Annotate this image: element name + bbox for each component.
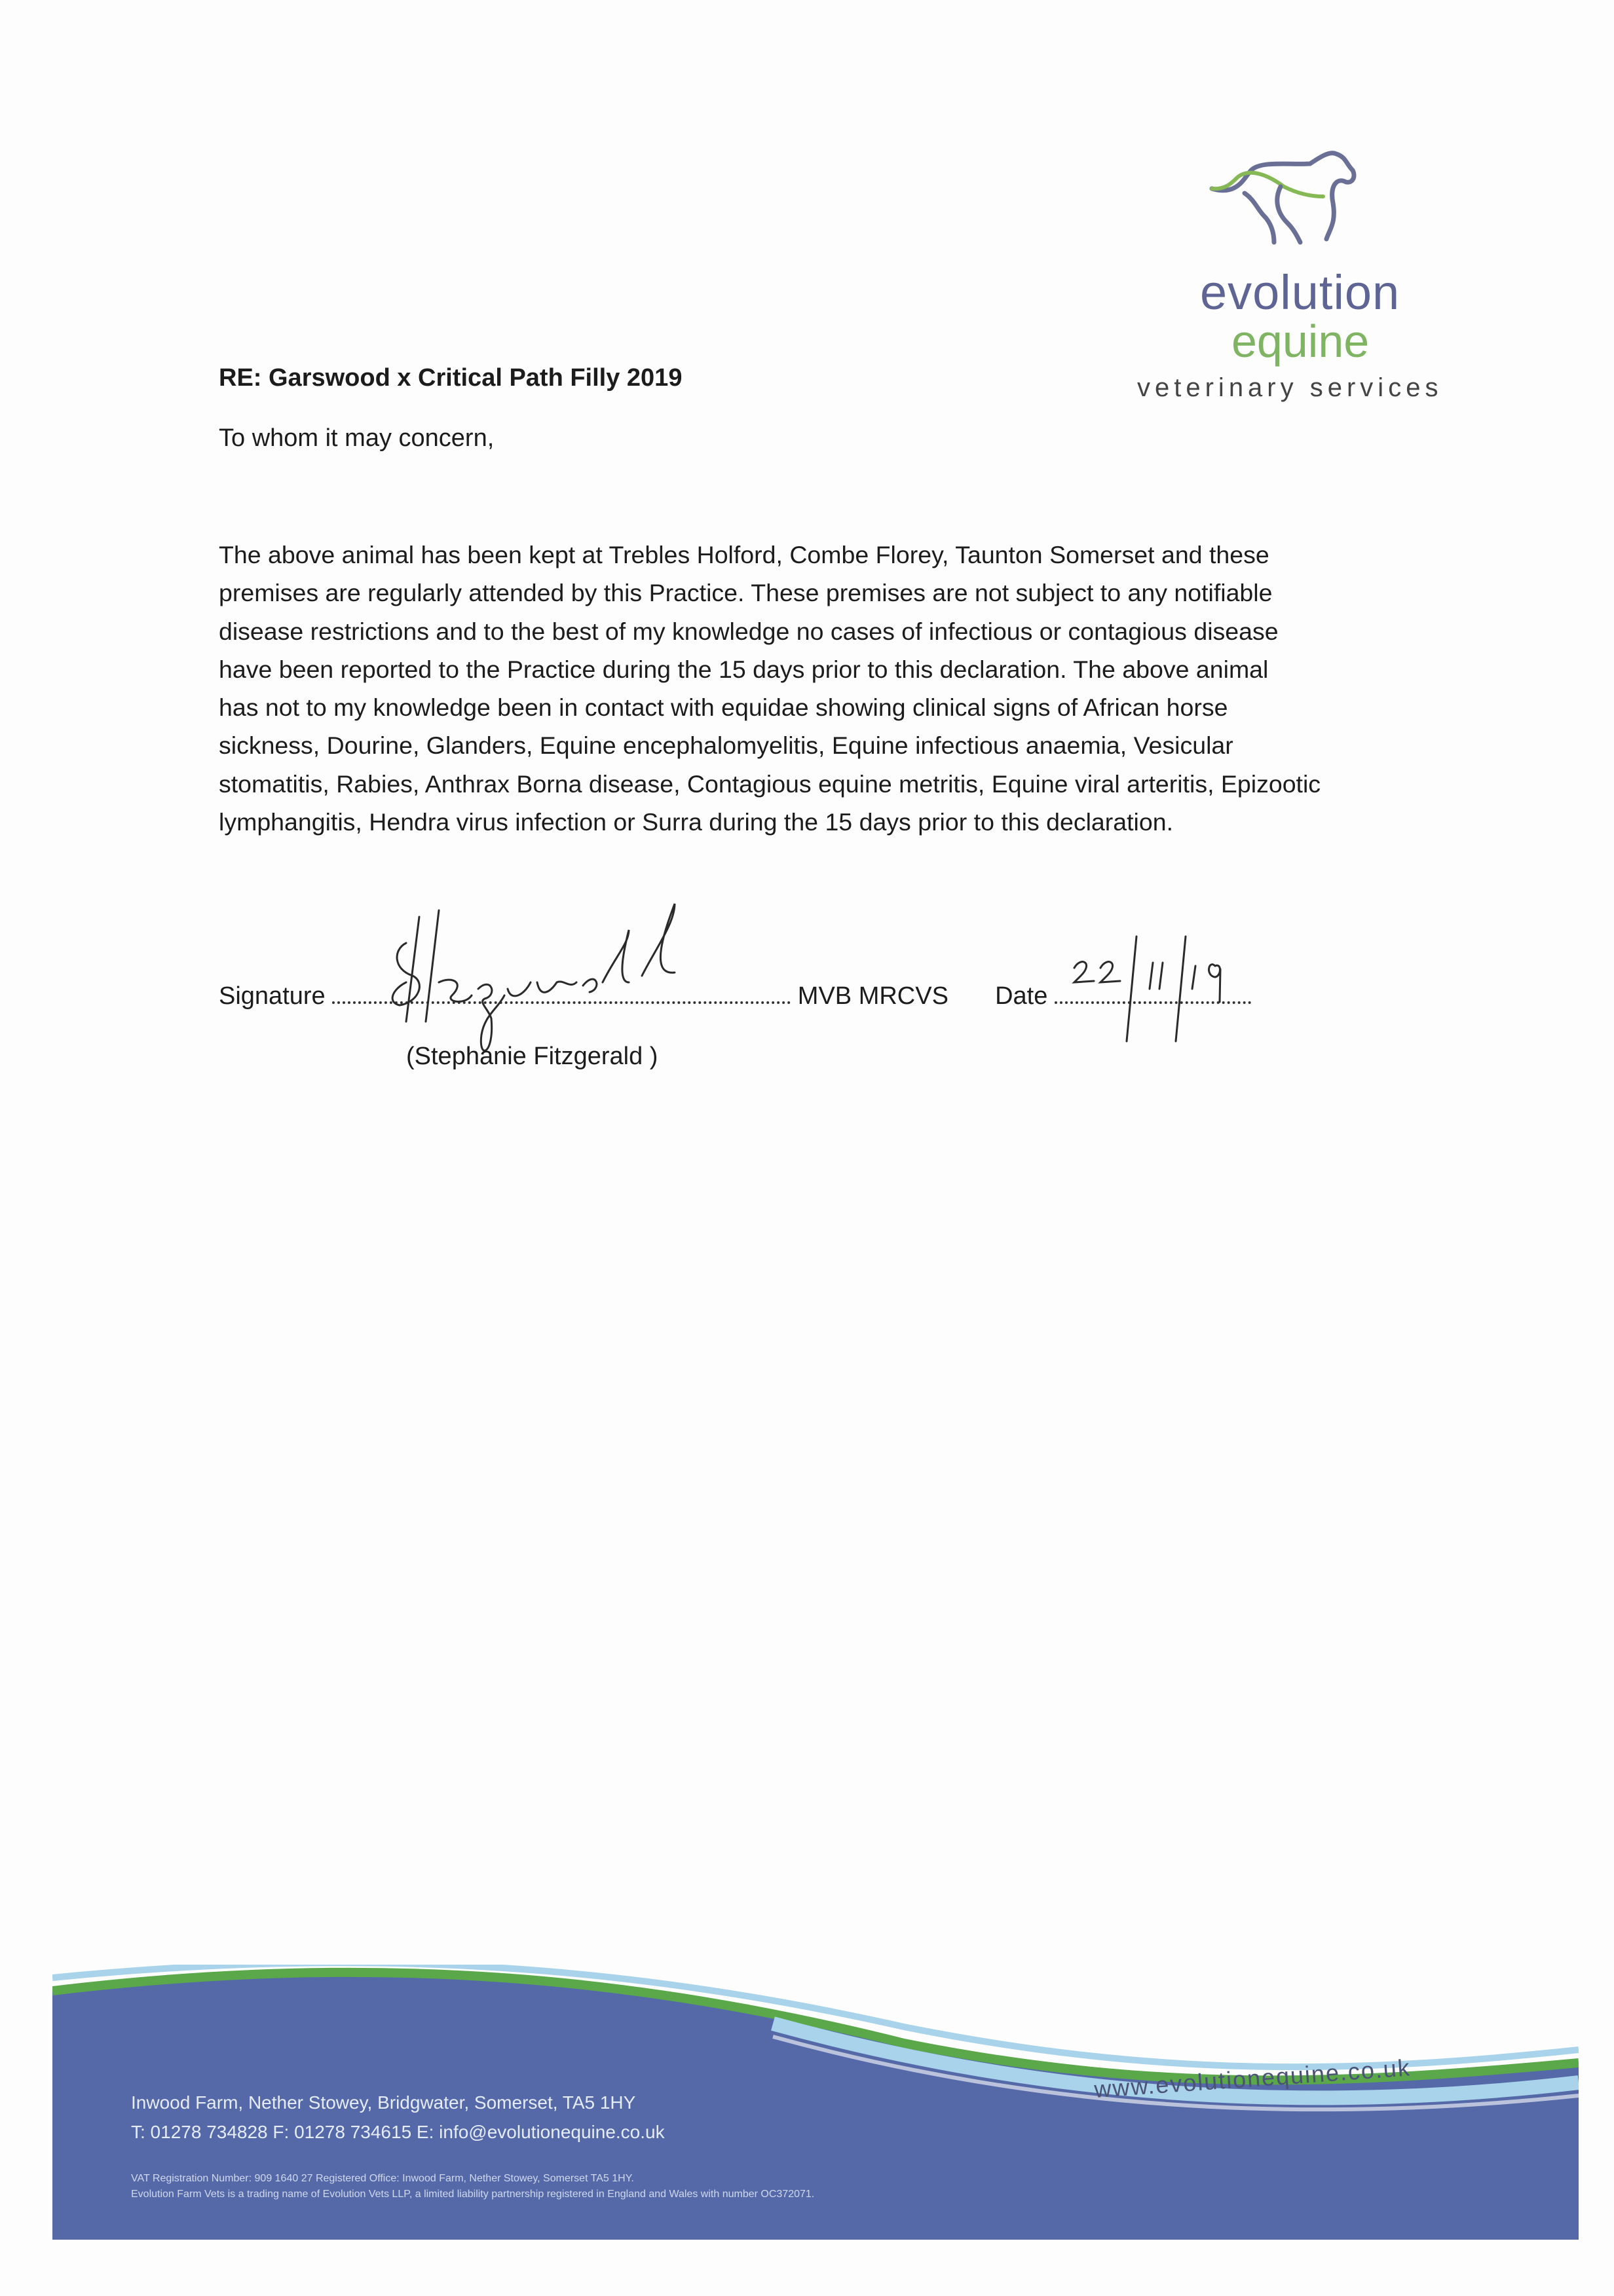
- date-label: Date: [995, 982, 1048, 1010]
- signature-label: Signature: [219, 982, 326, 1010]
- footer-contact: T: 01278 734828 F: 01278 734615 E: info@evolutionequine.co.uk: [131, 2122, 665, 2142]
- handwritten-signature: [367, 891, 721, 1061]
- footer-website-link[interactable]: www.evolutionequine.co.uk: [1093, 2054, 1412, 2103]
- logo-wordmark-evolution: evolution: [1200, 265, 1400, 320]
- salutation: To whom it may concern,: [219, 424, 495, 452]
- footer-vat: VAT Registration Number: 909 1640 27 Registered Office: Inwood Farm, Nether Stowey, Somerset TA5 1HY.: [131, 2173, 634, 2184]
- subject-line: RE: Garswood x Critical Path Filly 2019: [219, 364, 683, 392]
- body-line: lymphangitis, Hendra virus infection or Surra during the 15 days prior to this declaration.: [219, 808, 1173, 836]
- qualifications: MVB MRCVS: [797, 982, 948, 1010]
- horse-logo-icon: [1199, 151, 1382, 262]
- footer-llp: Evolution Farm Vets is a trading name of Evolution Vets LLP, a limited liability partnership registered in England and Wales with number OC372071.: [131, 2189, 815, 2200]
- declaration-body: [219, 536, 1321, 841]
- body-line: have been reported to the Practice during the 15 days prior to this declaration. The above animal: [219, 655, 1269, 683]
- handwritten-date: [1042, 923, 1290, 1054]
- body-line: premises are regularly attended by this Practice. These premises are not subject to any notifiable: [219, 579, 1273, 607]
- body-line: The above animal has been kept at Trebles Holford, Combe Florey, Taunton Somerset and these: [219, 541, 1269, 568]
- footer-address: Inwood Farm, Nether Stowey, Bridgwater, Somerset, TA5 1HY: [131, 2092, 636, 2113]
- signatory-name: (Stephanie Fitzgerald ): [406, 1043, 658, 1070]
- body-line: sickness, Dourine, Glanders, Equine encephalomyelitis, Equine infectious anaemia, Vesicular: [219, 731, 1233, 760]
- logo-wordmark-equine: equine: [1231, 316, 1370, 367]
- logo-tagline: veterinary services: [1137, 373, 1443, 402]
- body-line: stomatitis, Rabies, Anthrax Borna disease, Contagious equine metritis, Equine viral arteritis, Epizootic: [219, 769, 1321, 798]
- body-line: has not to my knowledge been in contact with equidae showing clinical signs of African horse: [219, 694, 1228, 722]
- body-line: disease restrictions and to the best of my knowledge no cases of infectious or contagious disease: [219, 617, 1279, 645]
